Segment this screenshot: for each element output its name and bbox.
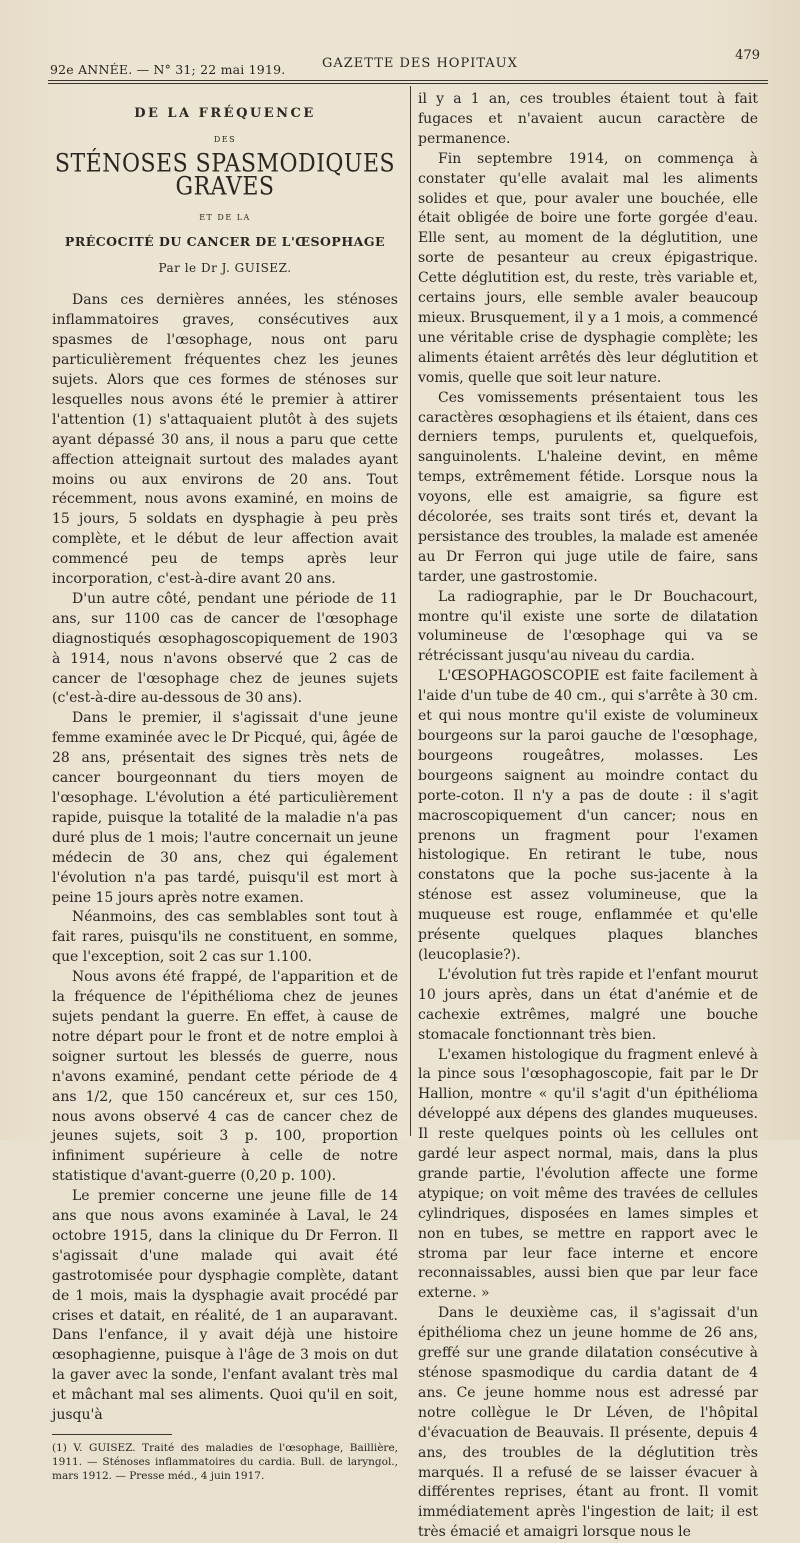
title-line-2: DES [213, 134, 237, 144]
footnote: (1) V. GUISEZ. Traité des maladies de l'œsophage, Baillière, 1911. — Sténoses inflammatoires du cardia. Bull. de laryngol., mars 1912. — Presse méd., 4 juin 1917. [52, 1442, 398, 1482]
left-column [52, 104, 398, 1483]
paragraph: L'ŒSOPHAGOSCOPIE est faite facilement à l'aide d'un tube de 40 cm., qui s'arrête à 30 cm. et qui nous montre qu'il existe de volumineux bourgeons sur la paroi gauche de l'œsophage, bourgeons rougeâtres, molasses. Les bourgeons saignent au moindre contact du porte-coton. Il n'y a pas de doute : il s'agit macroscopiquement d'un cancer; nous en prenons un fragment pour l'examen histologique. En retirant le tube, nous constatons que la poche sus-jacente à la sténose est assez volumineuse, que la muqueuse est rouge, enflammée et qu'elle présente quelques plaques blanches (leucoplasie?). [418, 668, 758, 963]
paragraph: Dans le premier, il s'agissait d'une jeune femme examinée avec le Dr Picqué, qui, âgée de 28 ans, présentait des signes très nets de cancer bourgeonnant du tiers moyen de l'œsophage. L'évolution a été particulièrement rapide, puisque la totalité de la maladie n'a pas duré plus de 1 mois; l'autre concernait un jeune médecin de 30 ans, chez qui également l'évolution n'a pas tardé, puisqu'il est mort à peine 15 jours après notre examen. [52, 710, 398, 906]
header-rule-top [48, 80, 768, 81]
article-title: STÉNOSES SPASMODIQUES GRAVES [54, 149, 396, 202]
header-rule-bottom [48, 83, 768, 84]
issue-line: 92e ANNÉE. — N° 31; 22 mai 1919. [50, 62, 286, 77]
paragraph: Fin septembre 1914, on commença à constater qu'elle avalait mal les aliments solides et que, pour avaler une bouchée, elle était obligée de boire une forte gorgée d'eau. Elle sent, au moment de la déglutition, une sorte de pesanteur au creux épigastrique. Cette déglutition est, du reste, très variable et, certains jours, elle semble avaler beaucoup mieux. Brusquement, il y a 1 mois, a commencé une véritable crise de dysphagie complète; les aliments étaient arrêtés dès leur déglutition et vomis, quelle que soit leur nature. [418, 150, 758, 386]
paragraph: Nous avons été frappé, de l'apparition et de la fréquence de l'épithélioma chez de jeunes sujets pendant la guerre. En effet, à cause de notre départ pour le front et de notre emploi à soigner surtout les blessés de guerre, nous n'avons examiné, pendant cette période de 4 ans 1/2, que 150 cancéreux et, sur ces 150, nous avons observé 4 cas de cancer chez de jeunes sujets, soit 3 p. 100, proportion infiniment supérieure à celle de notre statistique d'avant-guerre (0,20 p. 100). [52, 969, 398, 1185]
journal-title: GAZETTE DES HOPITAUX [322, 56, 518, 71]
author-byline: Par le Dr J. GUISEZ. [158, 261, 292, 276]
footnote-rule [52, 1434, 172, 1435]
paragraph: Le premier concerne une jeune fille de 14 ans que nous avons examinée à Laval, le 24 octobre 1915, dans la clinique du Dr Ferron. Il s'agissait d'une malade qui avait été gastrotomisée pour dysphagie complète, datant de 1 mois, mais la dysphagie avait procédé par crises et datait, en réalité, de 1 an auparavant. Dans l'enfance, il y avait déjà une histoire œsophagienne, puisque à l'âge de 3 mois on dut la gaver avec la sonde, l'enfant avalant très mal et mâchant mal ses aliments. Quoi qu'il en soit, jusqu'à [52, 1188, 398, 1424]
paragraph: il y a 1 an, ces troubles étaient tout à fait fugaces et n'avaient aucun caractère de permanence. [418, 91, 758, 147]
title-line-4: ET DE LA [199, 212, 251, 222]
paragraph: Dans ces dernières années, les sténoses inflammatoires graves, consécutives aux spasmes de l'œsophage, nous ont paru particulièrement fréquentes chez les jeunes sujets. Alors que ces formes de sténoses sur lesquelles nous avons été le premier à attirer l'attention (1) s'attaquaient plutôt à des sujets ayant dépassé 30 ans, il nous a paru que cette affection atteignait surtout des malades ayant moins ou aux environs de 20 ans. Tout récemment, nous avons examiné, en moins de 15 jours, 5 soldats en dysphagie à peu près complète, et le début de leur affection avait commencé peu de temps après leur incorporation, c'est-à-dire avant 20 ans. [52, 292, 398, 588]
paragraph: D'un autre côté, pendant une période de 11 ans, sur 1100 cas de cancer de l'œsophage diagnostiqués œsophagoscopiquement de 1903 à 1914, nous n'avons observé que 2 cas de cancer de l'œsophage chez de jeunes sujets (c'est-à-dire au-dessous de 30 ans). [52, 590, 398, 707]
paragraph: Néanmoins, des cas semblables sont tout à fait rares, puisqu'ils ne constituent, en somme, que l'exception, soit 2 cas sur 1.100. [52, 909, 398, 966]
column-divider [410, 86, 411, 1136]
page-number: 479 [735, 48, 760, 63]
running-header [50, 48, 766, 77]
paragraph: La radiographie, par le Dr Bouchacourt, montre qu'il existe une sorte de dilatation volumineuse de l'œsophage qui va se rétrécissant jusqu'au niveau du cardia. [418, 588, 758, 665]
paragraph: L'examen histologique du fragment enlevé à la pince sous l'œsophagoscopie, fait par le Dr Hallion, montre « qu'il s'agit d'un épithélioma développé aux dépens des glandes muqueuses. Il reste quelques points où les cellules ont gardé leur aspect normal, mais, dans la plus grande partie, l'évolution affecte une forme atypique; on voit même des travées de cellules cylindriques, disposées en lames simples et non en tubes, se mettre en rapport avec le stroma par leur face interne et encore reconnaissables, aussi bien que par leur face externe. » [418, 1046, 758, 1302]
title-line-1: DE LA FRÉQUENCE [134, 106, 316, 121]
right-column [418, 90, 758, 1543]
article-subtitle: PRÉCOCITÉ DU CANCER DE L'ŒSOPHAGE [64, 233, 386, 249]
paragraph: Ces vomissements présentaient tous les caractères œsophagiens et ils étaient, dans ces derniers temps, purulents et, quelquefois, sanguinolents. L'haleine devint, en même temps, extrêmement fétide. Lorsque nous la voyons, elle est amaigrie, sa figure est décolorée, ses traits sont tirés et, devant la persistance des troubles, la malade est amenée au Dr Ferron qui juge utile de faire, sans tarder, une gastrostomie. [418, 389, 758, 585]
paragraph: Dans le deuxième cas, il s'agissait d'un épithélioma chez un jeune homme de 26 ans, greffé sur une grande dilatation consécutive à sténose spasmodique du cardia datant de 4 ans. Ce jeune homme nous est adressé par notre collègue le Dr Léven, de l'hôpital d'évacuation de Beauvais. Il présente, depuis 4 ans, des troubles de la déglutition très marqués. Il a refusé de se laisser évacuer à différentes reprises, étant au front. Il vomit immédiatement après l'ingestion de lait; il est très émacié et amaigri lorsque nous le [418, 1305, 758, 1541]
paragraph: L'évolution fut très rapide et l'enfant mourut 10 jours après, dans un état d'anémie et de cachexie extrêmes, malgré une bouche stomacale fonctionnant très bien. [418, 966, 758, 1043]
